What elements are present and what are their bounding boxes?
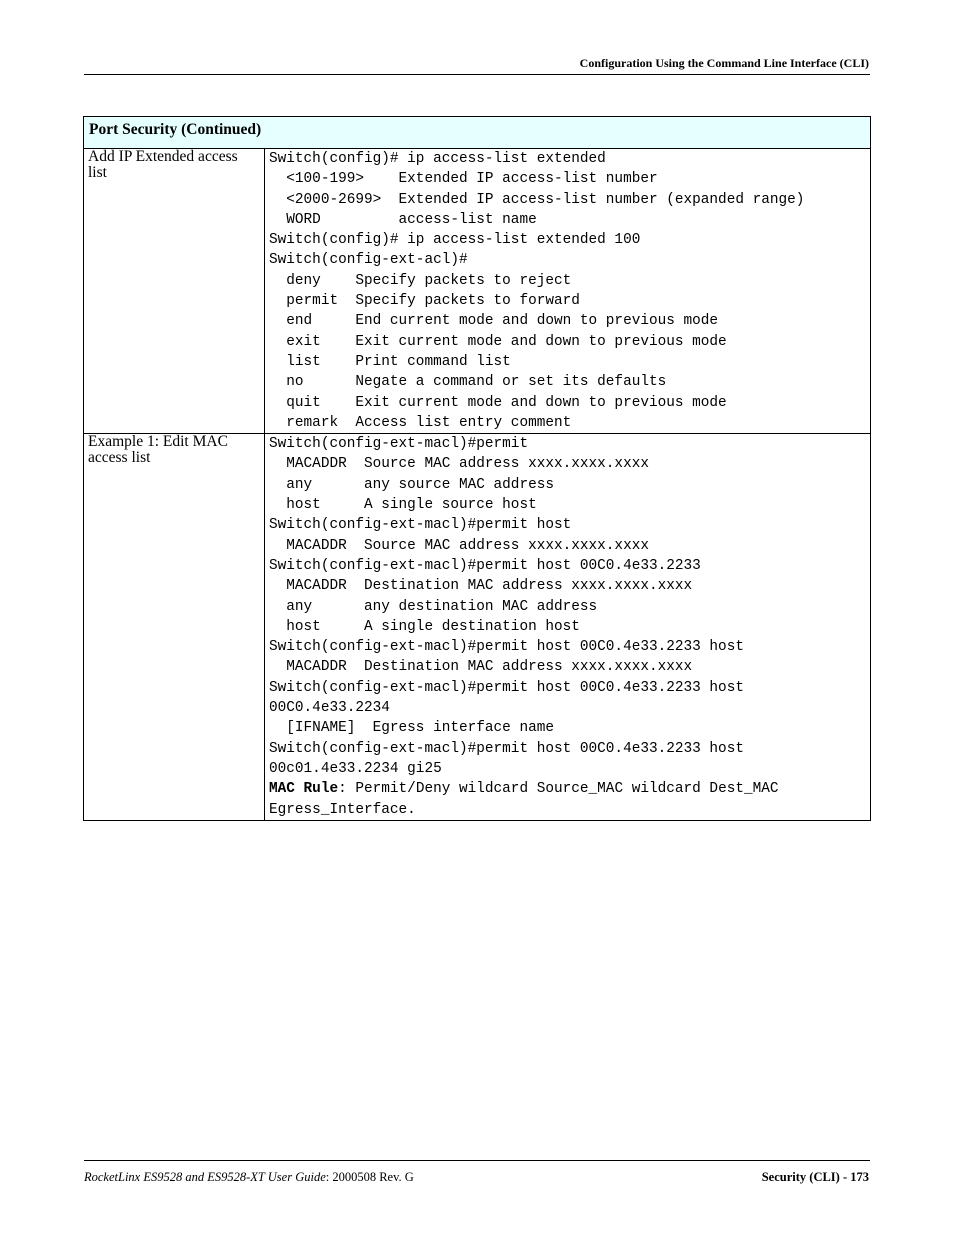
footer-doc-title: RocketLinx ES9528 and ES9528-XT User Guide bbox=[84, 1170, 326, 1184]
mac-rule-text: : Permit/Deny wildcard Source_MAC wildcard Dest_MAC Egress_Interface. bbox=[269, 781, 779, 818]
footer-rule bbox=[84, 1160, 870, 1161]
port-security-table bbox=[83, 116, 871, 821]
row-label: Example 1: Edit MAC access list bbox=[84, 434, 265, 821]
cli-code-block: Switch(config)# ip access-list extended <100-199> Extended IP access-list number <2000-2699> Extended IP access-list number (expanded range) WORD access-list name Switch(config)# ip access-list extended 100 Switch(config-ext-acl)# deny Specify packets to reject permit Specify packets to forward end End current mode and down to previous mode exit Exit current mode and down to previous mode list Print command list no Negate a command or set its defaults quit Exit current mode and down to previous mode remark Access list entry comment bbox=[269, 151, 805, 431]
mac-rule-label: MAC Rule bbox=[269, 781, 339, 798]
running-header-title: Configuration Using the Command Line Interface (CLI) bbox=[579, 56, 869, 70]
footer-page-label: Security (CLI) - 173 bbox=[761, 1170, 869, 1184]
code-cell bbox=[265, 434, 871, 821]
table-title-row bbox=[84, 117, 871, 149]
row-label: Add IP Extended access list bbox=[84, 149, 265, 434]
cli-lines: Switch(config-ext-macl)#permit MACADDR Source MAC address xxxx.xxxx.xxxx any any source MAC address host A single source host Switch(config-ext-macl)#permit host MACADDR Source MAC address xxxx.xxxx.xxxx Switch(config-ext-macl)#permit host 00C0.4e33.2233 MACADDR Destination MAC address xxxx.xxxx.xxxx any any destination MAC address host A single destination host Switch(config-ext-macl)#permit host 00C0.4e33.2233 host MACADDR Destination MAC address xxxx.xxxx.xxxx Switch(config-ext-macl)#permit host 00C0.4e33.2233 host 00C0.4e33.2234 [IFNAME] Egress interface name Switch(config-ext-macl)#permit host 00C0.4e33.2233 host 00c01.4e33.2234 gi25 bbox=[269, 436, 744, 777]
header-rule bbox=[84, 74, 870, 75]
footer-doc-rev: : 2000508 Rev. G bbox=[325, 1170, 414, 1184]
footer-doc-info bbox=[84, 1170, 414, 1185]
cli-code-block bbox=[269, 434, 866, 820]
code-cell bbox=[265, 149, 871, 434]
table-row bbox=[84, 149, 871, 434]
table-row bbox=[84, 434, 871, 821]
table-title: Port Security (Continued) bbox=[84, 117, 871, 149]
